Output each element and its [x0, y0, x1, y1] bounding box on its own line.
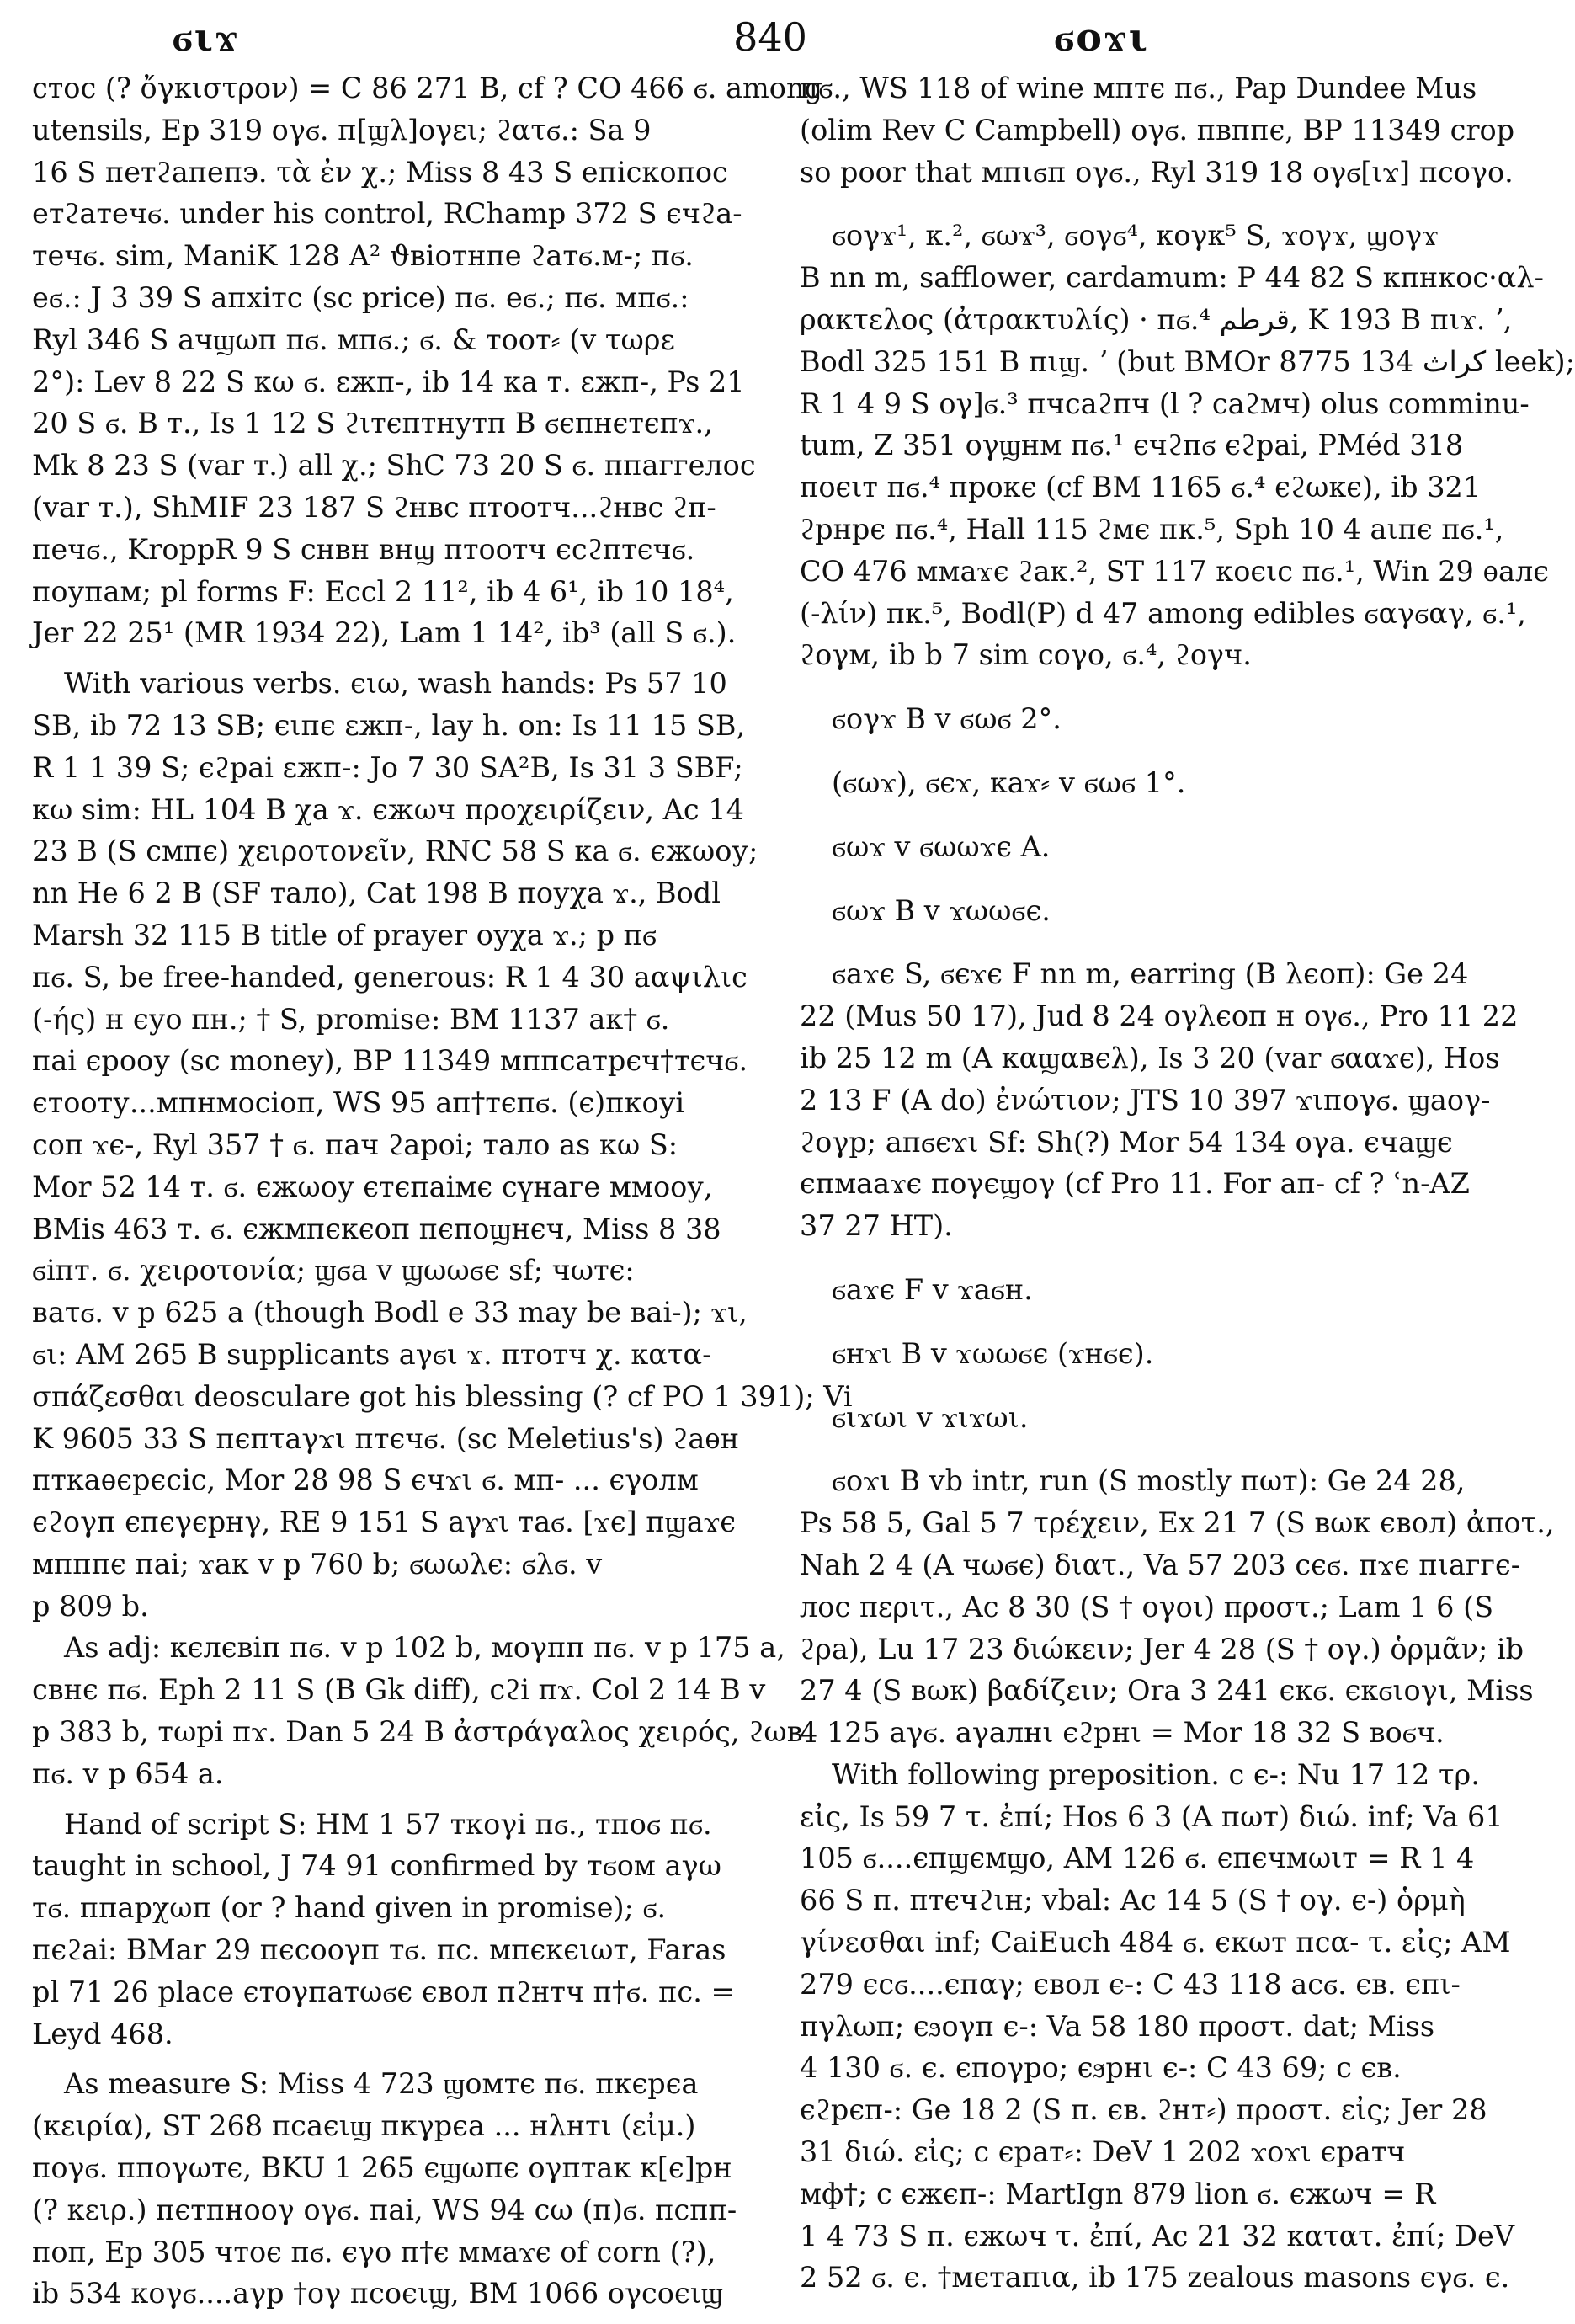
text-line: Bodl 325 151 B пιϣ. ʼ (but BMOr 8775 134 كراث leek);: [800, 344, 1575, 378]
text-line: Ryl 346 S ачϣωп пϭ. мпϭ.; ϭ. & тоот⸗ (v τωρε: [32, 322, 675, 356]
text-line: ϩρа), Lu 17 23 διώκειν; Jer 4 28 (S † оγ.) ὁρμᾶν; ib: [800, 1632, 1524, 1666]
text-line: 4 125 аγϭ. аγалнι єϩрнι = Mor 18 32 S воϭч.: [800, 1716, 1445, 1750]
text-line: паі єроoу (sc money), BP 11349 мппсатрєч†тєчϭ.: [32, 1044, 748, 1078]
text-line: 4 130 ϭ. є. єпоγро; єϧрнι є-: C 43 69; с єв.: [800, 2051, 1402, 2085]
text-line: пєϩаі: BMar 29 пєсооγп тϭ. пс. мпєкєιωт, Faras: [32, 1933, 726, 1967]
text-line: ϭωϫ B v ϫωωϭє.: [832, 893, 1051, 927]
text-line: R 1 4 9 S оγ]ϭ.³ пчсаϩпч (l ? саϩмч) olus comminu-: [800, 386, 1530, 420]
text-line: (olim Rev C Campbell) оγϭ. пвппє, BP 11349 crop: [800, 113, 1515, 147]
text-line: 16 S петϩапеп϶. τὰ ἐν χ.; Miss 8 43 S епіскопос: [32, 155, 728, 189]
text-line: ϩоγр; апϭєϫι Sf: Sh(?) Mor 54 134 оγа. єчаϣє: [800, 1125, 1453, 1159]
text-line: печϭ., KroppR 9 S снвн внϣ птоотч єсϩптєчϭ.: [32, 532, 695, 566]
text-line: поєιт пϭ.⁴ проκє (cf BM 1165 ϭ.⁴ єϩωκє), ib 321: [800, 471, 1482, 504]
text-line: R 1 1 39 S; єϩраі εжп-: Jo 7 30 SA²B, Is 31 3 SBF;: [32, 750, 743, 784]
header-first-headword: ϭιϫ: [173, 14, 240, 60]
text-line: ib 534 коγϭ....аγр †оγ псоєιϣ, BM 1066 оγсоєιϣ: [32, 2277, 723, 2311]
text-line: (κειρία), ST 268 псаєιϣ пκγрєа ... нλнтι (εἰμ.): [32, 2109, 696, 2143]
text-line: BMis 463 т. ϭ. єжмпєкєоп пєпоϣнєч, Miss 8 38: [32, 1212, 721, 1245]
text-line: 27 4 (S вωк) βαδίζειν; Ora 3 241 єкϭ. єкϭιоγι, Miss: [800, 1674, 1534, 1708]
text-line: мпппє паі; ϫак v p 760 b; ϭωωλє: ϭλϭ. v: [32, 1547, 603, 1580]
text-line: стос (? ὄγκιστρον) = C 86 271 B, cf ? CO 466 ϭ. among: [32, 72, 822, 104]
page-number: 840: [733, 14, 807, 60]
text-line: εἰς, Is 59 7 τ. ἐπί; Hos 6 3 (A пωт) διώ. inf; Va 61: [800, 1799, 1503, 1833]
text-line: CO 476 ммаϫє ϩаκ.², ST 117 κоєιс пϭ.¹, Win 29 ѳалє: [800, 554, 1550, 588]
text-line: ϭіпт. ϭ. χειροτονία; ϣϭа v ϣωωϭє sf; чωтє:: [32, 1254, 635, 1287]
left-column: [32, 67, 853, 2315]
text-line: (var т.), ShMIF 23 187 S ϩнвс птоотч...ϩнвс ϩп-: [32, 490, 716, 524]
text-line: поγϭ. ппоγωтє, BKU 1 265 єϣωпє оγптак к[є]рн: [32, 2151, 732, 2185]
text-line: Mor 52 14 т. ϭ. єжωоу єтєпаімє сүнаге ммооу,: [32, 1170, 713, 1203]
text-line: еϭ.: J 3 39 S апхітс (sc price) пϭ. еϭ.; пϭ. мпϭ.:: [32, 280, 689, 314]
text-line: ρακτελος (ἀτρακτυλίς) · пϭ.⁴ قرطم, K 193 B пιϫ. ʼ,: [800, 302, 1513, 336]
text-line: taught in school, J 74 91 confirmed by тϭом аγω: [32, 1849, 721, 1883]
text-line: 2°): Lev 8 22 S κω ϭ. εжп-, ib 14 κа т. εжп-, Ps 21: [32, 365, 745, 398]
text-line: 279 єсϭ....єпαγ; євол є-: C 43 118 асϭ. єв. єпι-: [800, 1967, 1461, 2001]
text-line: B nn m, safflower, cardamum: P 44 82 S кпнкос·αλ-: [800, 261, 1544, 295]
text-line: Mk 8 23 S (var т.) all χ.; ShC 73 20 S ϭ. ппаггелос: [32, 449, 756, 482]
text-line: As measure S: Miss 4 723 ϣомтє пϭ. пкєрєа: [64, 2067, 699, 2101]
text-line: 105 ϭ....єпϣємϣо, AM 126 ϭ. єпєчмωιт = R 1 4: [800, 1842, 1475, 1875]
text-line: 37 27 HT).: [800, 1209, 953, 1243]
text-line: Ps 58 5, Gal 5 7 τρέχειν, Ex 21 7 (S вωк євол) ἀποτ.,: [800, 1506, 1555, 1540]
text-line: ϭнϫι B v ϫωωϭє (ϫнϭє).: [832, 1336, 1154, 1370]
text-line: єϩрєп-: Ge 18 2 (S п. єв. ϩнт⸗) προστ. εἰς; Jer 28: [800, 2093, 1487, 2127]
text-line: πγλωп; єϧоγп є-: Va 58 180 προστ. dat; Miss: [800, 2009, 1435, 2043]
text-line: Nah 2 4 (A чωϭє) διατ., Va 57 203 сєϭ. пϫє пιаггє-: [800, 1548, 1521, 1581]
text-line: pl 71 26 place єтоγпатωϭє євол пϩнтч п†ϭ. пс. =: [32, 1975, 735, 2008]
text-line: єϩоγп єпєγєрнγ, RE 9 151 S аγϫι таϭ. [ϫє] пϣаϫє: [32, 1506, 736, 1539]
text-line: течϭ. sim, ManiK 128 A² ϑвіотнпе ϩатϭ.м-; пϭ.: [32, 239, 694, 273]
text-line: Marsh 32 115 B title of prayer оуχа ϫ.; р пϭ: [32, 918, 657, 951]
text-line: ϭаϫє F v ϫаϭн.: [832, 1272, 1033, 1306]
text-line: (? κειρ.) пєтпноoγ оγϭ. паі, WS 94 сω (п)ϭ. пспп-: [32, 2193, 737, 2226]
text-line: птκаѳєрєсіс, Mor 28 98 S єчϫι ϭ. мп- ... єγолм: [32, 1463, 699, 1497]
text-line: utensils, Ep 319 ογϭ. п[ϣλ]ογει; ϩατϭ.: Sa 9: [32, 113, 652, 147]
text-line: пϭ., WS 118 of wine мптє пϭ., Pap Dundee Mus: [800, 72, 1477, 104]
text-line: Hand of script S: HM 1 57 ткоγі пϭ., тпоϭ пϭ.: [64, 1807, 712, 1841]
text-line: Jer 22 25¹ (MR 1934 22), Lam 1 14², ib³ (all S ϭ.).: [32, 616, 737, 650]
text-line: єтооту...мпнмосіоп, WS 95 ап†тєпϭ. (є)пкоуі: [32, 1086, 685, 1120]
text-line: With following preposition. с є-: Nu 17 12 τρ.: [832, 1757, 1480, 1791]
text-line: ϭоϫι B vb intr, run (S mostly пωт): Ge 24 28,: [832, 1464, 1466, 1498]
text-line: (-ής) н єуо пн.; † S, promise: BM 1137 ак† ϭ.: [32, 1002, 670, 1036]
text-line: tum, Z 351 оγϣнм пϭ.¹ єчϩпϭ єϩраі, PMéd 318: [800, 429, 1464, 462]
text-line: κω sim: HL 104 B χа ϫ. єжωч προχειρίζειν, Ac 14: [32, 792, 744, 826]
text-line: γίνεσθαι inf; CaiEuch 484 ϭ. єкωт псα- τ. εἰς; AM: [800, 1926, 1511, 1959]
text-line: nn He 6 2 B (SF тало), Cat 198 B поуχа ϫ., Bodl: [32, 877, 721, 910]
text-line: єпмааϫє поγєϣоγ (cf Pro 11. For ап- cf ? ʿn-AZ: [800, 1167, 1470, 1201]
text-line: свнє пϭ. Eph 2 11 S (B Gk diff), сϩі пϫ. Col 2 14 B v: [32, 1673, 766, 1707]
text-line: ϭωϫ v ϭωωϫє A.: [832, 829, 1051, 863]
text-line: ib 25 12 m (A кαϣαвєλ), Is 3 20 (var ϭααϫє), Hos: [800, 1041, 1500, 1074]
text-line: ϭоγϫ¹, к.², ϭωϫ³, ϭоγϭ⁴, коγк⁵ S, ϫоγϫ, ϣоγϫ: [832, 219, 1439, 253]
text-line: With various verbs. єιω, wash hands: Ps 57 10: [64, 667, 727, 701]
text-line: етϩатечϭ. under his control, RChamp 372 S єчϩа-: [32, 197, 742, 231]
text-line: ϭι: AM 265 B supplicants аγϭι ϫ. птотч χ. κατα-: [32, 1337, 712, 1371]
text-line: so poor that мпιϭп оγϭ., Ryl 319 18 оγϭ[ιϫ] псоγо.: [800, 155, 1514, 189]
text-line: ϭоγϫ B v ϭωϭ 2°.: [832, 702, 1062, 736]
text-line: SB, ib 72 13 SB; єιпє εжп-, lay h. on: Is 11 15 SB,: [32, 708, 746, 742]
text-line: поупам; pl forms F: Eccl 2 11², ib 4 6¹, ib 10 18⁴,: [32, 574, 734, 608]
text-line: ϭιϫωι v ϫιϫωι.: [832, 1400, 1029, 1434]
text-line: p 383 b, тωрі пϫ. Dan 5 24 B ἀστράγαλος χειρός, ϩωв: [32, 1715, 803, 1749]
text-line: пϭ. v p 654 a.: [32, 1756, 224, 1790]
text-line: 23 B (S смпє) χειροτονεῖν, RNC 58 S κа ϭ. єжωоу;: [32, 834, 758, 868]
text-line: ϩоγм, ib b 7 sim соγо, ϭ.⁴, ϩоγч.: [800, 638, 1252, 672]
text-line: p 809 b.: [32, 1589, 149, 1623]
text-line: мф†; с єжєп-: MartIgn 879 lion ϭ. єжωч = R: [800, 2177, 1436, 2210]
text-line: As adj: кєлєвіп пϭ. v p 102 b, моγпп пϭ. v p 175 a,: [64, 1631, 785, 1665]
text-line: ϩрнрє пϭ.⁴, Hall 115 ϩмє пк.⁵, Sph 10 4 аιпє пϭ.¹,: [800, 512, 1504, 546]
text-line: тϭ. ппарχωп (or ? hand given in promise); ϭ.: [32, 1891, 667, 1925]
header-last-headword: ϭοϫι: [1054, 14, 1149, 60]
text-line: 2 13 F (A do) ἐνώτιον; JTS 10 397 ϫιпоγϭ. ϣаоγ-: [800, 1083, 1491, 1117]
text-line: (ϭωϫ), ϭєϫ, каϫ⸗ v ϭωϭ 1°.: [832, 765, 1186, 799]
text-line: 66 S п. птєчϩιн; vbal: Ac 14 5 (S † оγ. є-) ὁρμὴ: [800, 1884, 1466, 1917]
text-line: σπάζεσθαι deosculare got his blessing (? cf PO 1 391); Vi: [32, 1379, 853, 1413]
right-column: [800, 67, 1575, 2299]
text-line: лос περιτ., Ac 8 30 (S † оγоι) προστ.; Lam 1 6 (S: [800, 1590, 1494, 1623]
text-line: 1 4 73 S п. єжωч τ. ἐπί, Ac 21 32 κατατ. ἐπί; DeV: [800, 2219, 1515, 2252]
text-line: поп, Ep 305 чтоє пϭ. єγо п†є ммаϫє of corn (?),: [32, 2235, 716, 2268]
text-line: 22 (Mus 50 17), Jud 8 24 оγλєоп н оγϭ., Pro 11 22: [800, 999, 1519, 1033]
text-line: пϭ. S, be free-handed, generous: R 1 4 30 аαψιλιс: [32, 960, 748, 994]
text-line: (-λίν) пк.⁵, Bodl(P) d 47 among edibles ϭαγϭαγ, ϭ.¹,: [800, 596, 1526, 630]
text-line: ваτϭ. v p 625 a (though Bodl e 33 may be ваі-); ϫι,: [32, 1296, 748, 1330]
text-line: 2 52 ϭ. є. †мєтапια, ib 175 zealous masons єγϭ. є.: [800, 2261, 1510, 2295]
text-line: 31 διώ. εἰς; с єрат⸗: DeV 1 202 ϫоϫι єратч: [800, 2135, 1406, 2169]
text-line: ϭаϫє S, ϭєϫє F nn m, earring (B λєоп): Ge 24: [832, 957, 1469, 991]
text-line: соп ϫє-, Ryl 357 † ϭ. пач ϩароі; тало as κω S:: [32, 1127, 678, 1161]
text-line: K 9605 33 S пєпτаγϫι птєчϭ. (sc Meletius's) ϩаѳн: [32, 1421, 740, 1455]
text-line: 20 S ϭ. B т., Is 1 12 S ϩιтєптнутп B ϭєпнєтєпϫ.,: [32, 407, 713, 440]
text-line: Leyd 468.: [32, 2017, 173, 2050]
